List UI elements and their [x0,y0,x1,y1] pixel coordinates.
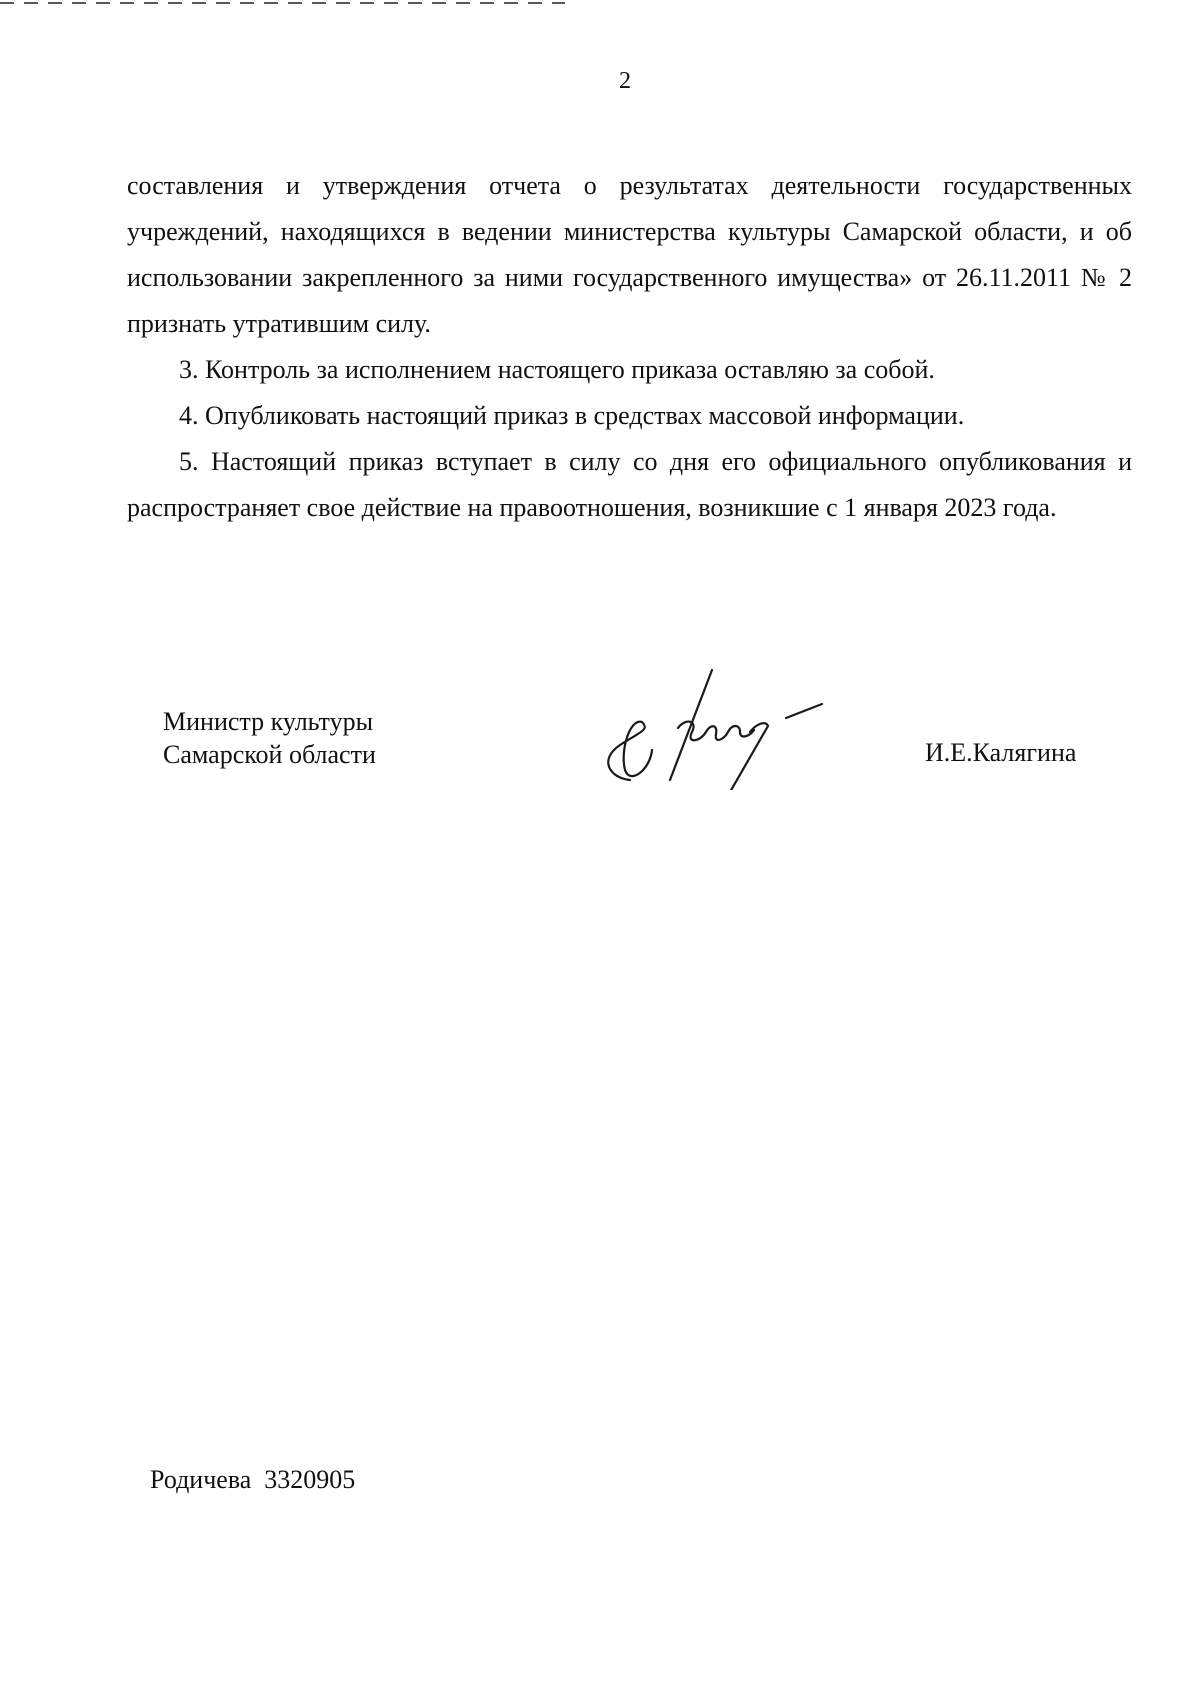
paragraph-4: 4. Опубликовать настоящий приказ в средствах массовой информации. [179,401,965,430]
signatory-name: И.Е.Калягина [925,738,1077,767]
executor-contact: Родичева 3320905 [150,1465,356,1494]
handwritten-signature [590,660,850,790]
paragraph-3: 3. Контроль за исполнением настоящего приказа оставляю за собой. [179,355,935,384]
position-line-1: Министр культуры [163,707,374,736]
position-line-2: Самарской области [163,740,376,769]
top-dash-line [0,0,565,6]
page-number: 2 [619,68,631,94]
paragraph-5: 5. Настоящий приказ вступает в силу со дня его официального опубликования и распространяет свое действие на правоотношения, возникшие с 1 января 2023 года. [127,447,1132,522]
paragraph-continuation: составления и утверждения отчета о результатах деятельности государственных учреждений, находящихся в ведении министерства культуры Самарской области, и об использовании закрепленного за ними государственного имущества» от 26.11.2011 № 2 признать утратившим силу. [127,171,1132,338]
document-body [127,163,1132,531]
signatory-position [163,705,376,771]
